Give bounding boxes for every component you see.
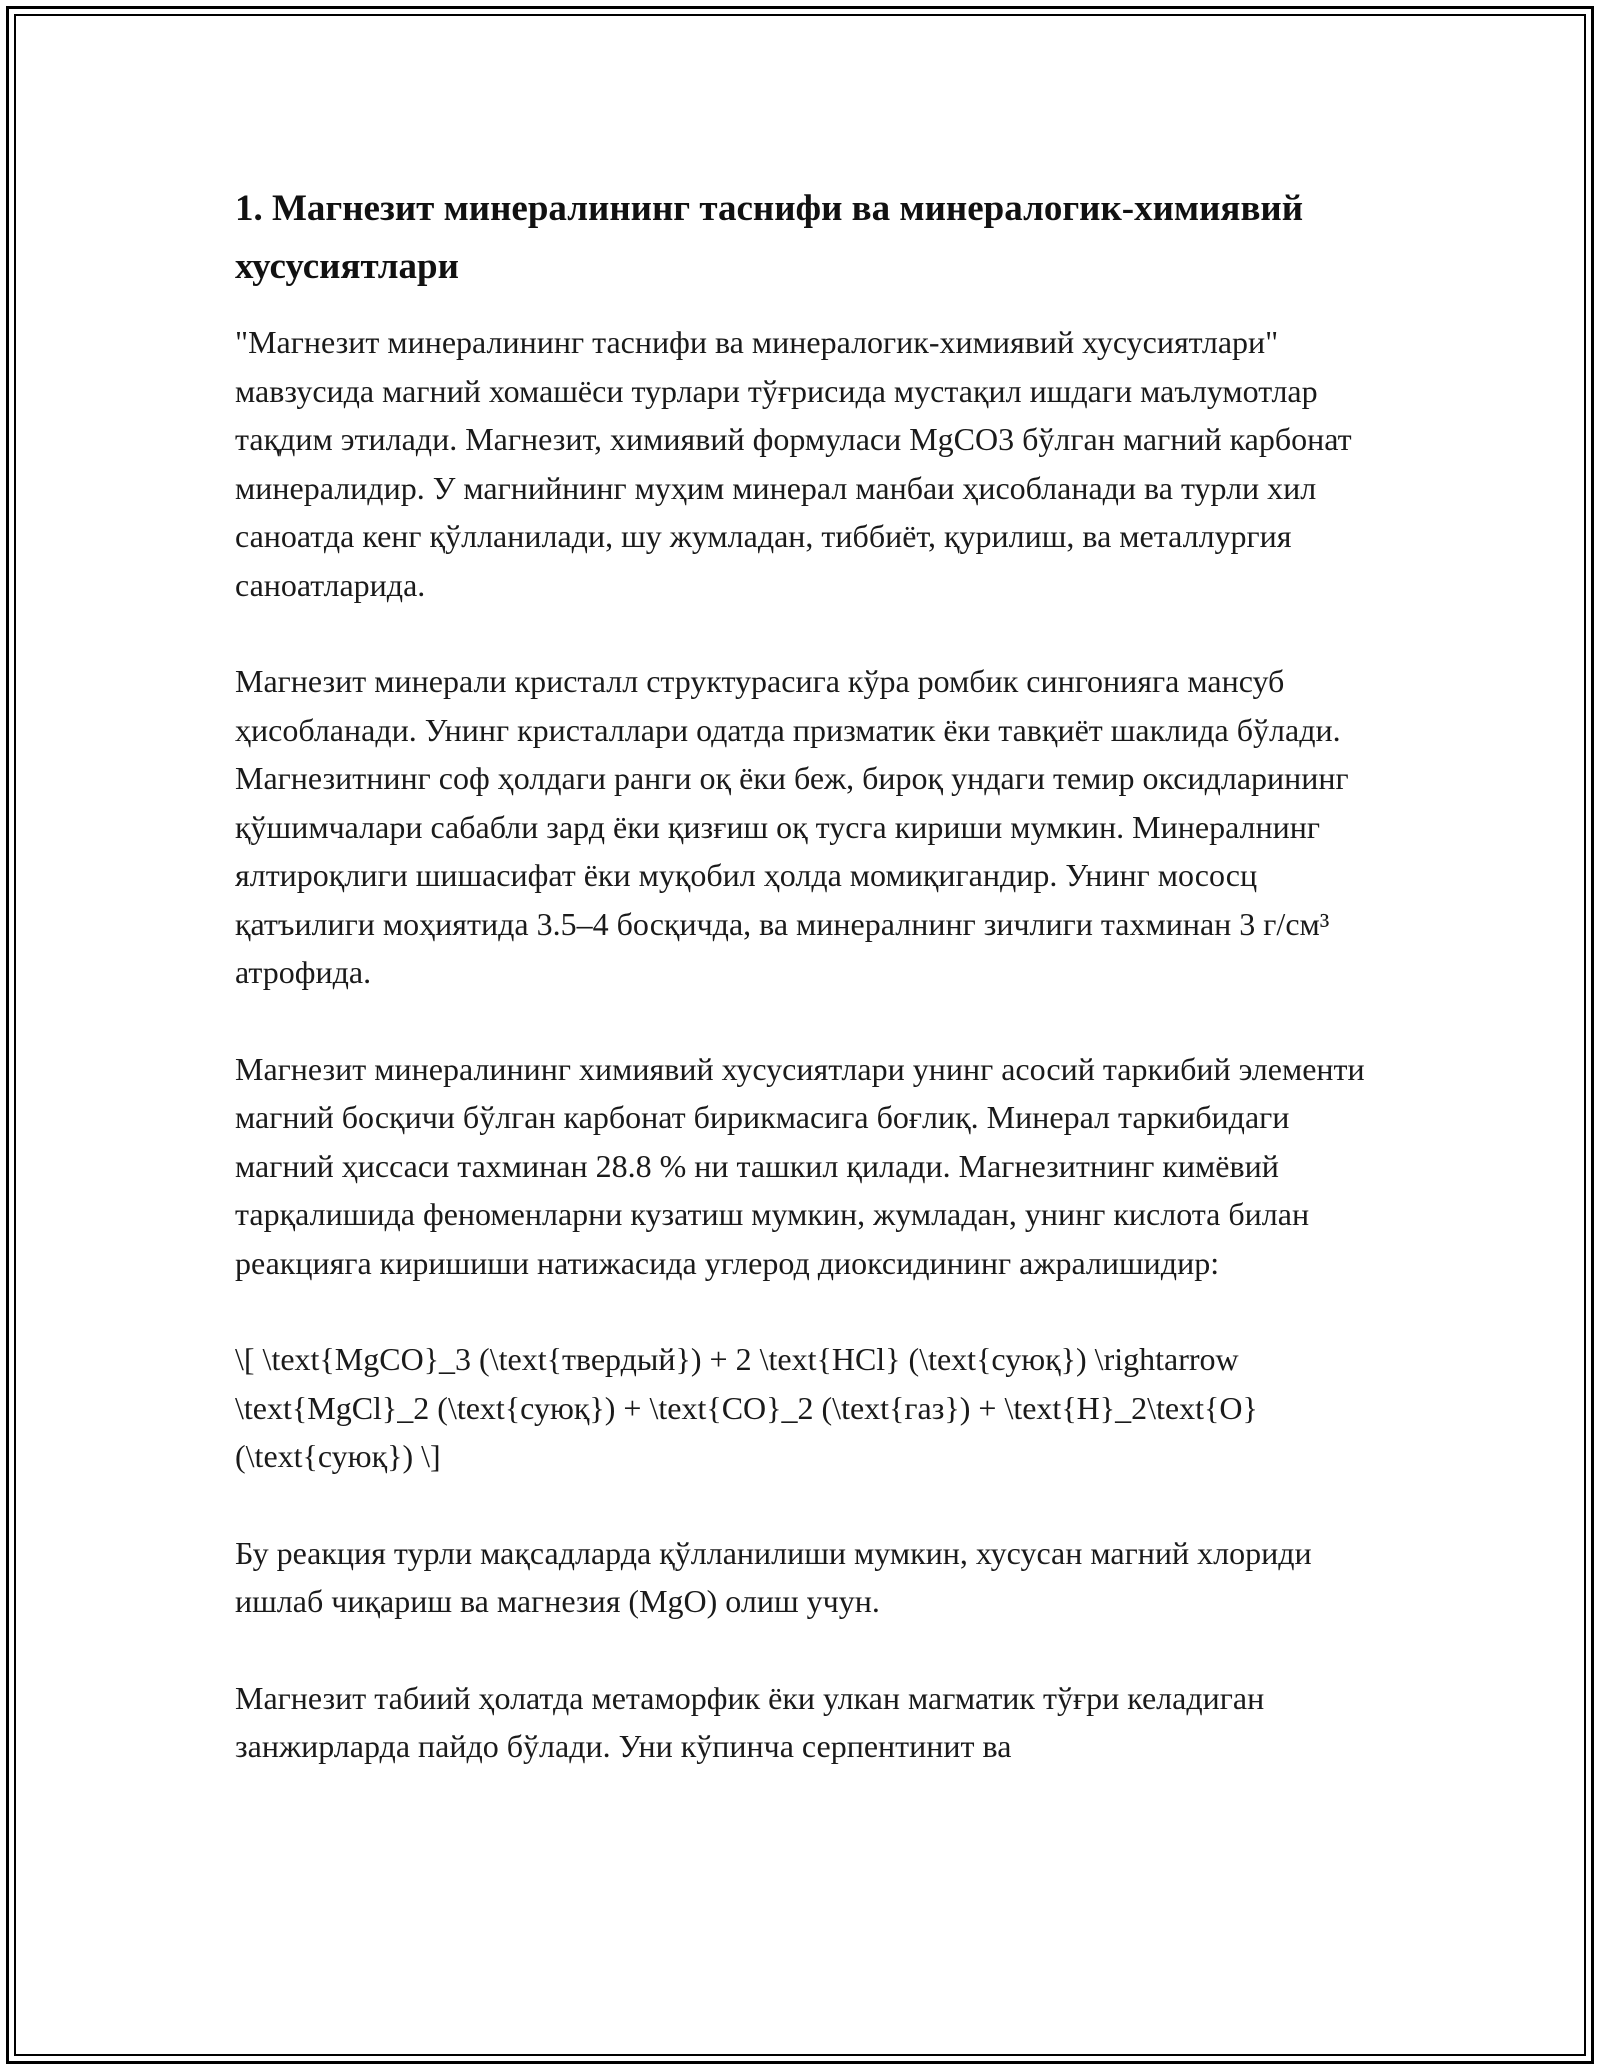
paragraph-occurrence: Магнезит табиий ҳолатда метаморфик ёки улкан магматик тўғри келадиган занжирларда пайдо бўлади. Уни кўпинча серпентинит ва	[235, 1679, 1265, 1764]
document-body	[235, 180, 1370, 1819]
section-heading: 1. Магнезит минералининг таснифи ва минералогик-химиявий хусусиятлари	[235, 188, 1304, 287]
paragraph-reaction-equation: \[ \text{MgCO}_3 (\text{твердый}) + 2 \text{HCl} (\text{суюқ}) \rightarrow \text{MgCl}_2 (\text{суюқ}) + \text{CO}_2 (\text{газ}) + \text{H}_2\text{O} (\text{суюқ}) \]	[235, 1341, 1258, 1474]
paragraph-crystal-structure: Магнезит минерали кристалл структурасига кўра ромбик сингонияга мансуб ҳисобланади. Унинг кристаллари одатда призматик ёки тавқиёт шаклида бўлади. Магнезитнинг соф ҳолдаги ранги оқ ёки беж, бироқ ундаги темир оксидларининг қўшимчалари сабабли зард ёки қизғиш оқ тусга кириши мумкин. Минералнинг ялтироқлиги шишасифат ёки муқобил ҳолда момиқигандир. Унинг мососц қатъилиги моҳиятида 3.5–4 босқичда, ва минералнинг зичлиги тахминан 3 г/см³ атрофида.	[235, 663, 1349, 990]
paragraph-intro: "Магнезит минералининг таснифи ва минералогик-химиявий хусусиятлари" мавзусида магний хомашёси турлари тўғрисида мустақил ишдаги маълумотлар тақдим этилади. Магнезит, химиявий формуласи MgCO3 бўлган магний карбонат минералидир. У магнийнинг муҳим минерал манбаи ҳисобланади ва турли хил саноатда кенг қўлланилади, шу жумладан, тиббиёт, қурилиш, ва металлургия саноатларида.	[235, 324, 1352, 603]
paragraph-chemical-properties: Магнезит минералининг химиявий хусусиятлари унинг асосий таркибий элементи магний босқичи бўлган карбонат бирикмасига боғлиқ. Минерал таркибидаги магний ҳиссаси тахминан 28.8 % ни ташкил қилади. Магнезитнинг кимёвий тарқалишида феноменларни кузатиш мумкин, жумладан, унинг кислота билан реакцияга киришиши натижасида углерод диоксидининг ажралишидир:	[235, 1050, 1365, 1281]
paragraph-reaction-usage: Бу реакция турли мақсадларда қўлланилиши мумкин, хусусан магний хлориди ишлаб чиқариш ва магнезия (MgO) олиш учун.	[235, 1534, 1312, 1619]
